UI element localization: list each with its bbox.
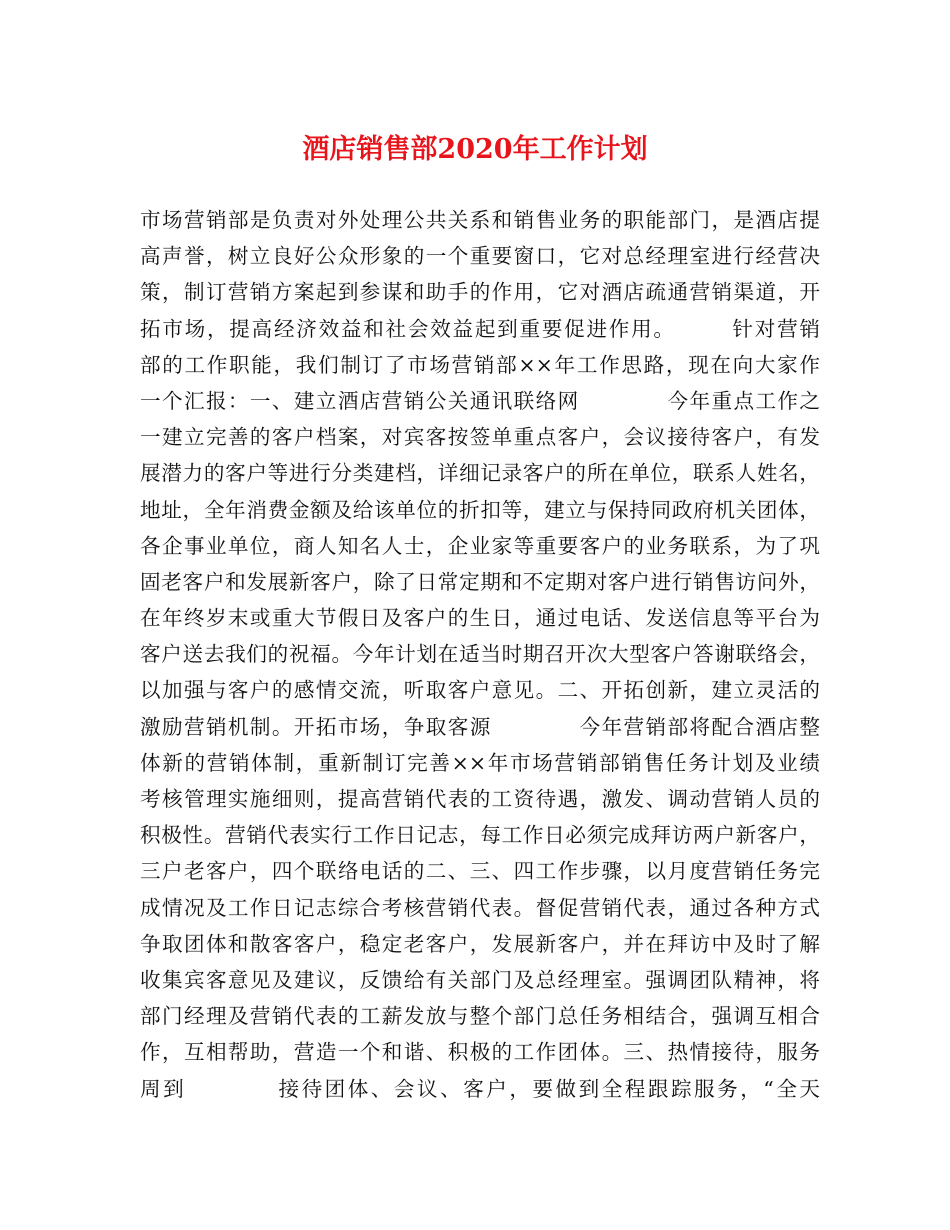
body-line: 在年终岁末或重大节假日及客户的生日，通过电话、发送信息等平台为 bbox=[140, 606, 820, 631]
body-line: 拓市场，提高经济效益和社会效益起到重要促进作用。 针对营销 bbox=[140, 316, 820, 341]
body-line: 策，制订营销方案起到参谋和助手的作用，它对酒店疏通营销渠道，开 bbox=[140, 280, 820, 305]
body-line: 客户送去我们的祝福。今年计划在适当时期召开次大型客户答谢联络会， bbox=[140, 642, 820, 667]
body-line: 以加强与客户的感情交流，听取客户意见。二、开拓创新，建立灵活的 bbox=[140, 678, 820, 703]
body-line: 收集宾客意见及建议，反馈给有关部门及总经理室。强调团队精神，将 bbox=[140, 967, 820, 992]
body-line: 考核管理实施细则，提高营销代表的工资待遇，激发、调动营销人员的 bbox=[140, 787, 820, 811]
body-line: 三户老客户，四个联络电话的二、三、四工作步骤，以月度营销任务完 bbox=[140, 859, 820, 884]
body-line: 激励营销机制。开拓市场，争取客源 今年营销部将配合酒店整 bbox=[140, 714, 820, 739]
body-line: 体新的营销体制，重新制订完善××年市场营销部销售任务计划及业绩 bbox=[140, 750, 820, 775]
body-line: 固老客户和发展新客户，除了日常定期和不定期对客户进行销售访问外， bbox=[140, 569, 820, 594]
document-body bbox=[140, 202, 820, 1107]
body-line: 市场营销部是负责对外处理公共关系和销售业务的职能部门，是酒店提 bbox=[140, 208, 820, 232]
body-line: 作，互相帮助，营造一个和谐、积极的工作团体。三、热情接待，服务 bbox=[140, 1040, 820, 1065]
document-title: 酒店销售部2020年工作计划 bbox=[302, 134, 648, 165]
body-line: 积极性。营销代表实行工作日记志，每工作日必须完成拜访两户新客户， bbox=[140, 823, 820, 848]
body-line: 高声誉，树立良好公众形象的一个重要窗口，它对总经理室进行经营决 bbox=[140, 244, 820, 269]
body-line: 周到 接待团体、会议、客户，要做到全程跟踪服务，“全天 bbox=[140, 1076, 820, 1101]
body-line: 争取团体和散客客户，稳定老客户，发展新客户，并在拜访中及时了解 bbox=[140, 931, 820, 956]
body-line: 部的工作职能，我们制订了市场营销部××年工作思路，现在向大家作 bbox=[140, 352, 820, 377]
body-line: 展潜力的客户等进行分类建档，详细记录客户的所在单位，联系人姓名， bbox=[140, 461, 820, 486]
body-line: 成情况及工作日记志综合考核营销代表。督促营销代表，通过各种方式 bbox=[140, 895, 820, 920]
body-line: 一建立完善的客户档案，对宾客按签单重点客户，会议接待客户，有发 bbox=[140, 425, 820, 450]
body-line: 地址，全年消费金额及给该单位的折扣等，建立与保持同政府机关团体， bbox=[140, 497, 820, 522]
body-line: 各企事业单位，商人知名人士，企业家等重要客户的业务联系，为了巩 bbox=[140, 533, 820, 558]
body-line: 部门经理及营销代表的工薪发放与整个部门总任务相结合，强调互相合 bbox=[140, 1004, 820, 1029]
body-line: 一个汇报：一、建立酒店营销公关通讯联络网 今年重点工作之 bbox=[140, 388, 820, 413]
